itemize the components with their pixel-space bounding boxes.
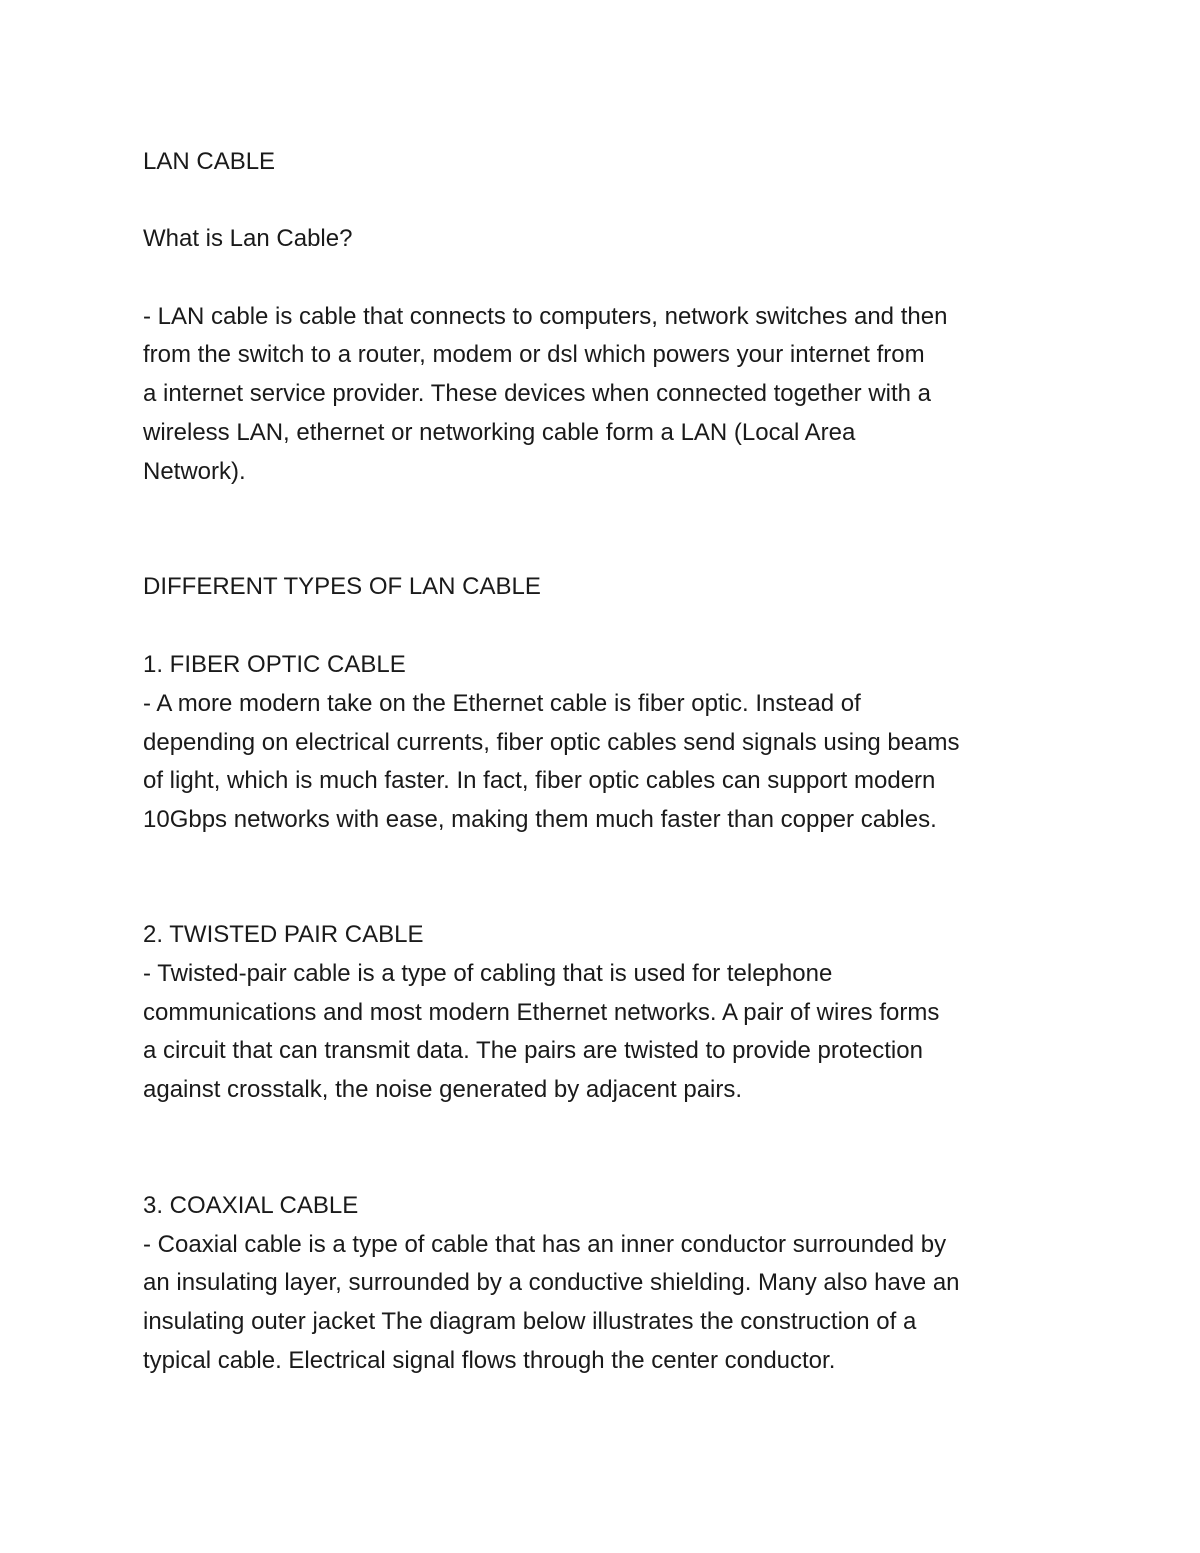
intro-line: from the switch to a router, modem or dsl which powers your internet from bbox=[143, 341, 925, 368]
section-line: - Twisted-pair cable is a type of cabling that is used for telephone bbox=[143, 960, 833, 987]
section-heading-fiber-optic: 1. FIBER OPTIC CABLE bbox=[143, 651, 406, 678]
section-line: - Coaxial cable is a type of cable that has an inner conductor surrounded by bbox=[143, 1231, 947, 1258]
section-line: - A more modern take on the Ethernet cable is fiber optic. Instead of bbox=[143, 690, 861, 717]
question-heading: What is Lan Cable? bbox=[143, 225, 353, 252]
section-line: depending on electrical currents, fiber optic cables send signals using beams bbox=[143, 729, 960, 756]
section-heading-twisted-pair: 2. TWISTED PAIR CABLE bbox=[143, 921, 424, 948]
intro-line: a internet service provider. These devices when connected together with a bbox=[143, 380, 932, 407]
intro-line: wireless LAN, ethernet or networking cable form a LAN (Local Area bbox=[143, 419, 856, 446]
section-line: insulating outer jacket The diagram below illustrates the construction of a bbox=[143, 1308, 917, 1335]
section-line: 10Gbps networks with ease, making them much faster than copper cables. bbox=[143, 806, 937, 833]
section-line: a circuit that can transmit data. The pairs are twisted to provide protection bbox=[143, 1037, 923, 1064]
document-title: LAN CABLE bbox=[143, 148, 276, 175]
intro-line: Network). bbox=[143, 458, 246, 485]
types-heading: DIFFERENT TYPES OF LAN CABLE bbox=[143, 573, 541, 600]
section-line: typical cable. Electrical signal flows through the center conductor. bbox=[143, 1347, 836, 1374]
section-line: of light, which is much faster. In fact, fiber optic cables can support modern bbox=[143, 767, 936, 794]
section-line: communications and most modern Ethernet networks. A pair of wires forms bbox=[143, 999, 940, 1026]
section-line: against crosstalk, the noise generated by adjacent pairs. bbox=[143, 1076, 743, 1103]
section-heading-coaxial: 3. COAXIAL CABLE bbox=[143, 1192, 359, 1219]
section-line: an insulating layer, surrounded by a conductive shielding. Many also have an bbox=[143, 1269, 960, 1296]
intro-line: - LAN cable is cable that connects to computers, network switches and then bbox=[143, 303, 948, 330]
